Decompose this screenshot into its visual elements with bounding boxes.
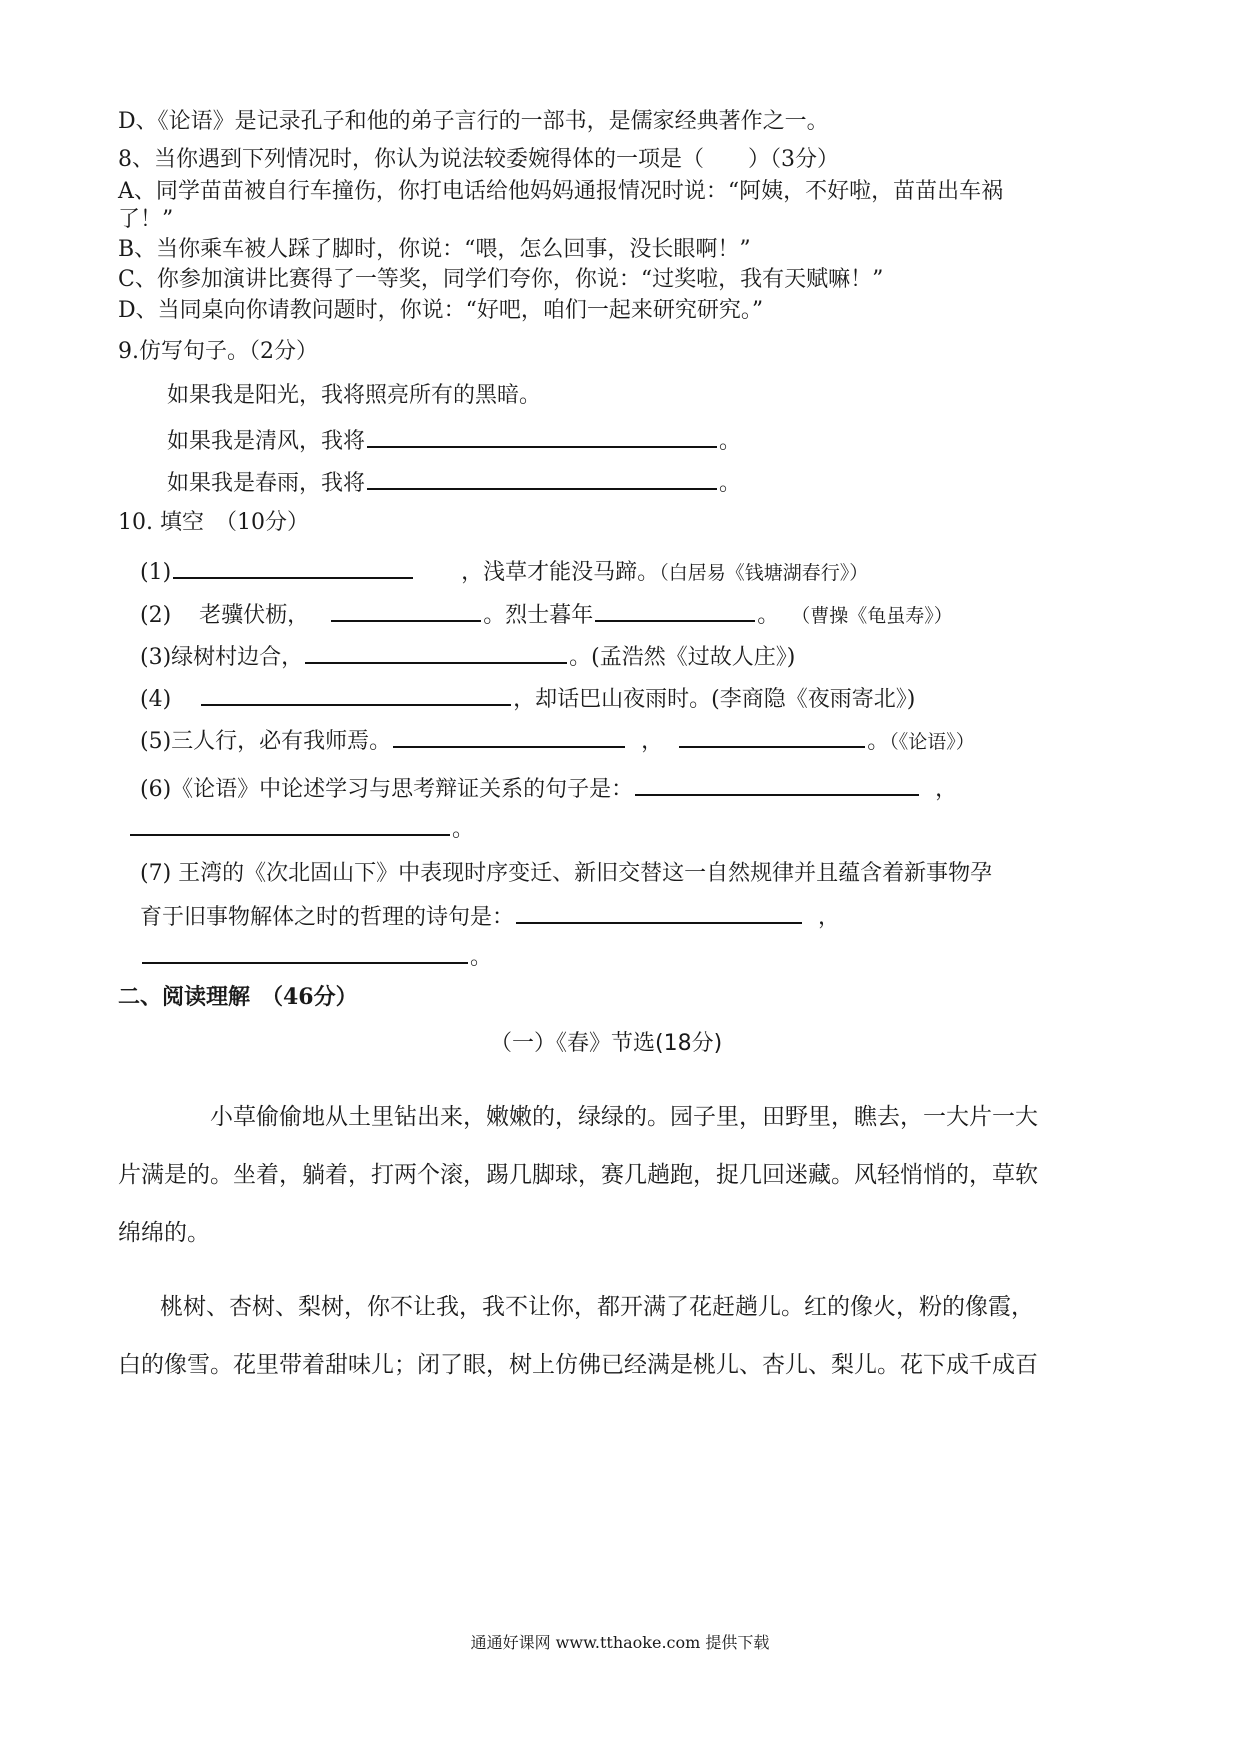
q8-stem: 8、当你遇到下列情况时，你认为说法较委婉得体的一项是（ ）（3分） — [118, 147, 839, 172]
q10-item-2 — [140, 598, 953, 630]
q10-item-4 — [140, 682, 915, 714]
q10-item-7-blank-1[interactable] — [516, 900, 802, 924]
q10-item-7-end: 。 — [470, 945, 493, 970]
q10-item-5-comma: ， — [641, 729, 664, 754]
q10-item-7: (7) 王湾的《次北固山下》中表现时序变迁、新旧交替这一自然规律并且蕴含着新事物孕 — [140, 861, 993, 886]
q10-item-3 — [140, 640, 795, 672]
q10-item-7-cont — [140, 900, 840, 932]
q10-item-4-text: ，却话巴山夜雨时。(李商隐《夜雨寄北》) — [513, 687, 916, 712]
q10-item-6-text: (6)《论语》中论述学习与思考辩证关系的句子是： — [140, 777, 634, 802]
q9-line2-end: 。 — [719, 471, 742, 496]
q9-line1-end: 。 — [719, 429, 742, 454]
q10-item-6-comma: ， — [935, 777, 958, 802]
q10-item-5-blank-2[interactable] — [679, 724, 865, 748]
q8-option-b: B、当你乘车被人踩了脚时，你说：“喂，怎么回事，没长眼啊！” — [118, 237, 751, 262]
q10-item-3-blank[interactable] — [305, 640, 567, 664]
q7-option-d: D、《论语》是记录孔子和他的弟子言行的一部书，是儒家经典著作之一。 — [118, 109, 829, 134]
q10-item-1-blank[interactable] — [173, 555, 413, 579]
q10-item-3-text: (3)绿树村边合， — [140, 645, 304, 670]
q9-example: 如果我是阳光，我将照亮所有的黑暗。 — [167, 383, 542, 408]
q10-item-7-text2: 育于旧事物解体之时的哲理的诗句是： — [140, 905, 515, 930]
q10-item-7-blank-2[interactable] — [142, 940, 468, 964]
q10-item-2-a: 老骥伏枥， — [199, 603, 310, 628]
q10-item-4-blank[interactable] — [201, 682, 511, 706]
q10-item-2-num: (2) — [140, 603, 172, 628]
passage-p1-line2: 片满是的。坐着，躺着，打两个滚，踢几脚球，赛几趟跑，捉几回迷藏。风轻悄悄的，草软 — [118, 1162, 1038, 1188]
q10-item-7-cont2 — [140, 940, 492, 972]
q10-item-2-c: 。 — [757, 603, 780, 628]
q10-item-2-blank-2[interactable] — [595, 598, 755, 622]
q10-item-1 — [140, 555, 868, 587]
passage-p1-line3: 绵绵的。 — [118, 1220, 210, 1246]
q10-stem: 10. 填空 （10分） — [118, 510, 309, 535]
q10-item-1-source: （白居易《钱塘湖春行》） — [659, 562, 869, 584]
section-2-subtitle: （一）《春》节选(18分) — [490, 1031, 723, 1056]
q9-line2-blank[interactable] — [367, 466, 717, 490]
q9-line1-prefix: 如果我是清风，我将 — [167, 429, 366, 454]
q10-item-4-num: (4) — [140, 687, 172, 712]
q8-option-d: D、当同桌向你请教问题时，你说：“好吧，咱们一起来研究研究。” — [118, 298, 764, 323]
q9-line1-blank[interactable] — [367, 424, 717, 448]
q10-item-3-source: 。(孟浩然《过故人庄》) — [569, 645, 796, 670]
q10-item-5-blank-1[interactable] — [393, 724, 625, 748]
q9-line2-prefix: 如果我是春雨，我将 — [167, 471, 366, 496]
q10-item-6 — [140, 772, 957, 804]
q10-item-6-cont — [128, 812, 474, 844]
q10-item-5-source: （《论语》） — [889, 731, 975, 753]
q10-item-2-source: （曹操《龟虽寿》） — [791, 605, 953, 627]
q10-item-1-text: ，浅草才能没马蹄。 — [461, 560, 660, 585]
q10-item-2-blank-1[interactable] — [331, 598, 481, 622]
q10-item-6-end: 。 — [452, 817, 475, 842]
q10-item-7-comma: ， — [818, 905, 841, 930]
q10-item-2-b: 。烈士暮年 — [483, 603, 594, 628]
q10-item-1-num: (1) — [140, 560, 172, 585]
q10-item-5 — [140, 724, 975, 756]
q9-line2 — [167, 466, 741, 498]
q10-item-6-blank-1[interactable] — [635, 772, 919, 796]
passage-p2-line2: 白的像雪。花里带着甜味儿；闭了眼，树上仿佛已经满是桃儿、杏儿、梨儿。花下成千成百 — [118, 1352, 1038, 1378]
q10-item-5-text: (5)三人行，必有我师焉。 — [140, 729, 392, 754]
q8-option-a-cont: 了！” — [118, 207, 174, 232]
section-2-title: 二、阅读理解 （46分） — [118, 984, 358, 1010]
q8-option-a: A、同学苗苗被自行车撞伤，你打电话给他妈妈通报情况时说：“阿姨，不好啦，苗苗出车祸 — [118, 179, 1004, 204]
q10-item-5-end: 。 — [867, 729, 890, 754]
q9-line1 — [167, 424, 741, 456]
q10-item-6-blank-2[interactable] — [130, 812, 450, 836]
q9-stem: 9.仿写句子。（2分） — [118, 339, 318, 364]
passage-p1-line1: 小草偷偷地从土里钻出来，嫩嫩的，绿绿的。园子里，田野里，瞧去，一大片一大 — [210, 1104, 1038, 1130]
passage-p2-line1: 桃树、杏树、梨树，你不让我，我不让你，都开满了花赶趟儿。红的像火，粉的像霞， — [160, 1294, 1034, 1320]
q8-option-c: C、你参加演讲比赛得了一等奖，同学们夸你，你说：“过奖啦，我有天赋嘛！” — [118, 267, 884, 292]
page-footer: 通通好课网 www.tthaoke.com 提供下载 — [470, 1633, 770, 1652]
